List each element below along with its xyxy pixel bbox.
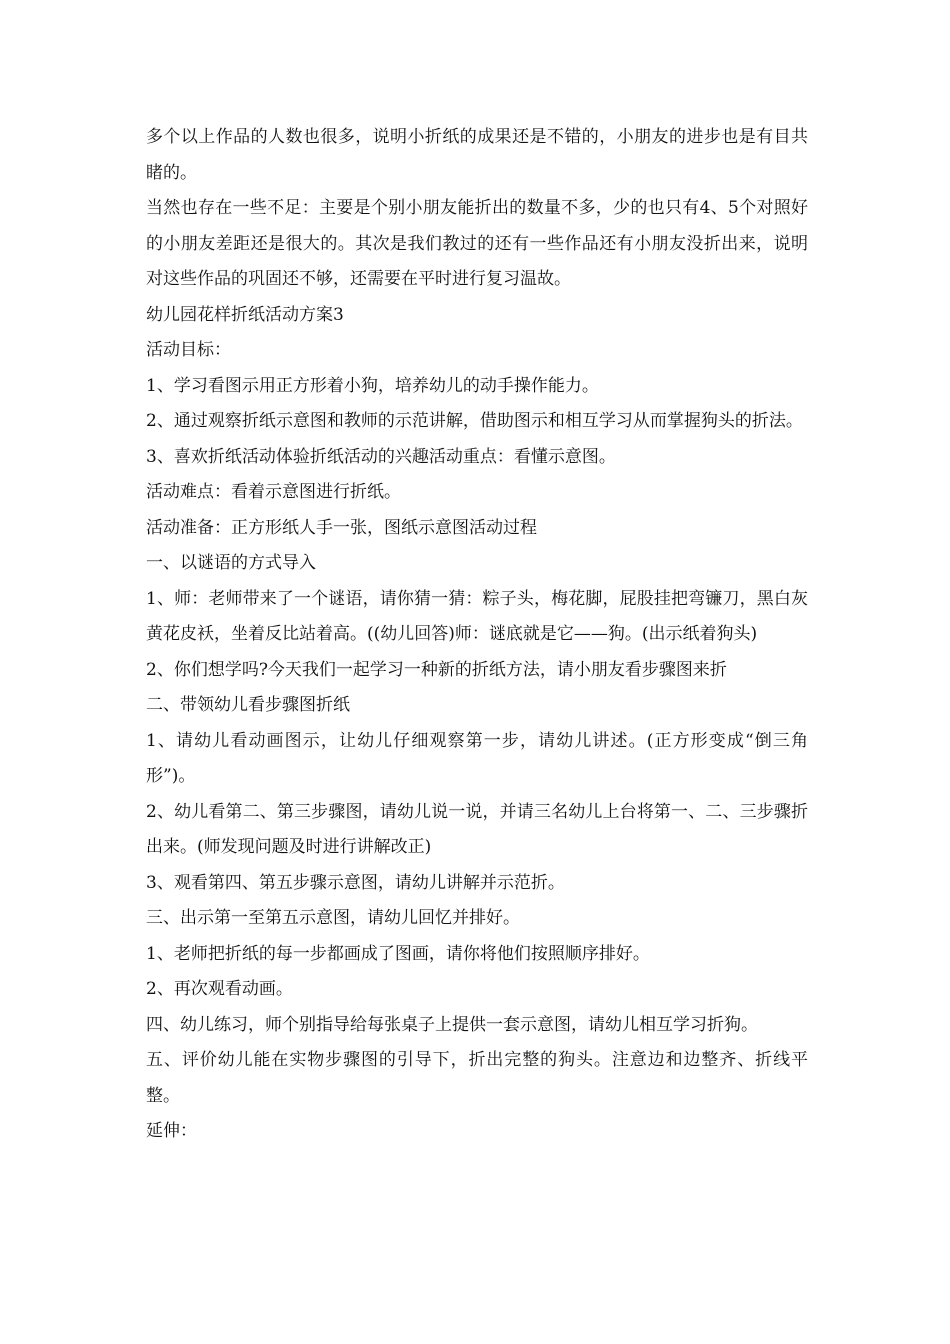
paragraph: 活动目标： — [146, 340, 231, 360]
section-title: 幼儿园花样折纸活动方案3 — [146, 304, 344, 325]
paragraph: 3、喜欢折纸活动体验折纸活动的兴趣活动重点：看懂示意图。 — [146, 446, 616, 467]
paragraph: 1、学习看图示用正方形着小狗，培养幼儿的动手操作能力。 — [146, 375, 599, 396]
paragraph: 1、请幼儿看动画图示，让幼儿仔细观察第一步，请幼儿讲述。(正方形变成“倒三角形”)。 — [146, 730, 808, 786]
paragraph: 四、幼儿练习，师个别指导给每张桌子上提供一套示意图，请幼儿相互学习折狗。 — [146, 1014, 758, 1035]
paragraph: 多个以上作品的人数也很多，说明小折纸的成果还是不错的，小朋友的进步也是有目共睹的。 — [146, 127, 808, 183]
paragraph: 2、你们想学吗?今天我们一起学习一种新的折纸方法，请小朋友看步骤图来折 — [146, 659, 727, 680]
document-page — [146, 120, 808, 1150]
paragraph: 三、出示第一至第五示意图，请幼儿回忆并排好。 — [146, 908, 520, 928]
paragraph: 一、以谜语的方式导入 — [146, 553, 316, 573]
paragraph: 3、观看第四、第五步骤示意图，请幼儿讲解并示范折。 — [146, 872, 565, 893]
paragraph: 当然也存在一些不足：主要是个别小朋友能折出的数量不多，少的也只有4、5个对照好的小朋友差距还是很大的。其次是我们教过的还有一些作品还有小朋友没折出来，说明对这些作品的巩固还不够，还需要在平时进行复习温故。 — [146, 198, 808, 289]
paragraph: 五、评价幼儿能在实物步骤图的引导下，折出完整的狗头。注意边和边整齐、折线平整。 — [146, 1050, 808, 1106]
paragraph: 二、带领幼儿看步骤图折纸 — [146, 695, 350, 715]
paragraph: 1、老师把折纸的每一步都画成了图画，请你将他们按照顺序排好。 — [146, 943, 650, 964]
paragraph: 2、幼儿看第二、第三步骤图，请幼儿说一说，并请三名幼儿上台将第一、二、三步骤折出来。(师发现问题及时进行讲解改正) — [146, 801, 808, 857]
paragraph: 1、师：老师带来了一个谜语，请你猜一猜：粽子头，梅花脚，屁股挂把弯镰刀，黑白灰黄花皮袄，坐着反比站着高。((幼儿回答)师：谜底就是它——狗。(出示纸着狗头) — [146, 588, 808, 644]
paragraph: 2、通过观察折纸示意图和教师的示范讲解，借助图示和相互学习从而掌握狗头的折法。 — [146, 411, 803, 431]
paragraph: 延伸： — [146, 1121, 197, 1141]
paragraph: 2、再次观看动画。 — [146, 979, 293, 999]
paragraph: 活动准备：正方形纸人手一张，图纸示意图活动过程 — [146, 517, 537, 538]
paragraph: 活动难点：看着示意图进行折纸。 — [146, 482, 401, 502]
